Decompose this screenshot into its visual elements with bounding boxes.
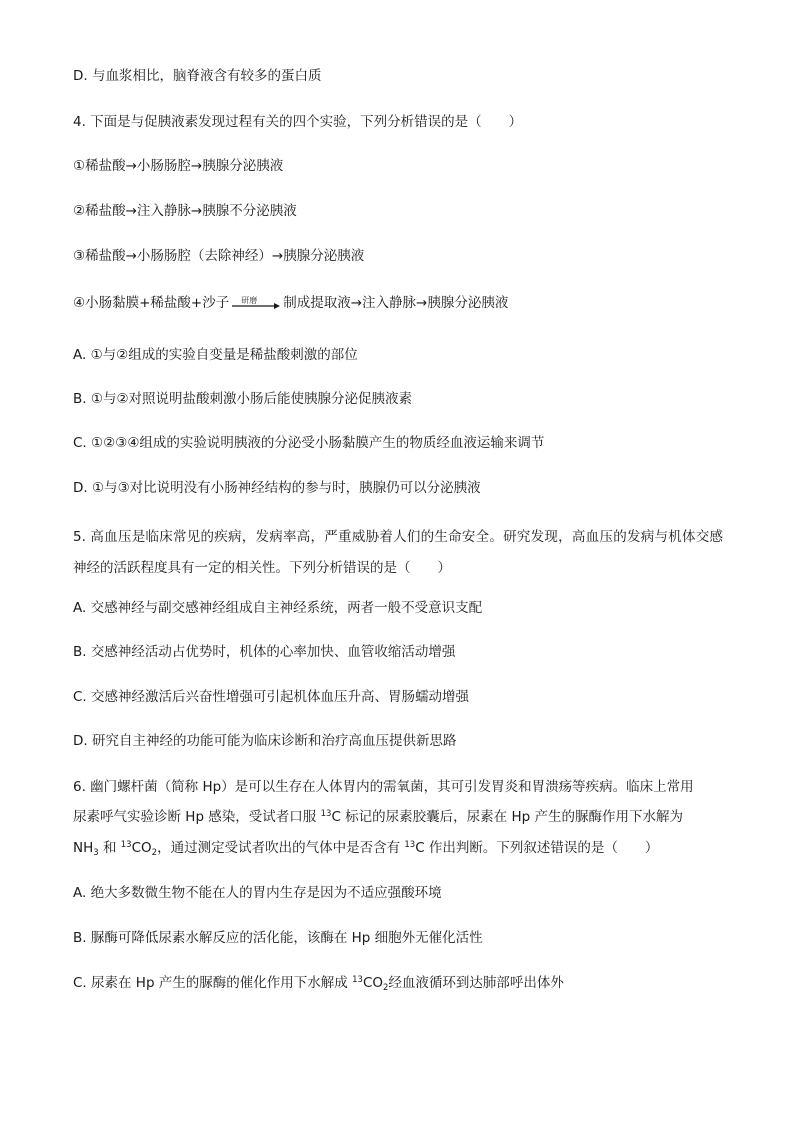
q5-option-c: C. 交感神经激活后兴奋性增强可引起机体血压升高、胃肠蠕动增强 (73, 689, 470, 705)
q4-experiment-3: ③稀盐酸→小肠肠腔（去除神经）→胰腺分泌胰液 (73, 248, 365, 264)
nh3-formula: NH (73, 840, 94, 856)
q5-option-b: B. 交感神经活动占优势时，机体的心率加快、血管收缩活动增强 (73, 644, 456, 660)
right-arrow-icon (231, 302, 281, 310)
q6-option-b: B. 脲酶可降低尿素水解反应的活化能，该酶在 Hp 细胞外无催化活性 (73, 930, 483, 946)
q6-option-a: A. 绝大多数微生物不能在人的胃内生存是因为不适应强酸环境 (73, 885, 442, 901)
q6-line3-text-b: C 作出判断。下列叙述错误的是（ ） (415, 840, 659, 856)
co2-formula: CO (362, 975, 383, 991)
q4-experiment-4-part2: 制成提取液→注入静脉→胰腺分泌胰液 (283, 295, 509, 311)
q4-experiment-4 (73, 293, 508, 313)
grind-arrow (231, 296, 281, 310)
q3-option-d: D. 与血浆相比，脑脊液含有较多的蛋白质 (73, 68, 322, 84)
q6-stem-line-1: 6. 幽门螺杆菌（简称 Hp）是可以生存在人体胃内的需氧菌，其可引发胃炎和胃溃疡等疾病。临床上常用 (73, 779, 694, 795)
q4-experiment-2: ②稀盐酸→注入静脉→胰腺不分泌胰液 (73, 203, 297, 219)
q6-line3-and: 和 (98, 840, 121, 856)
co2-formula: CO (131, 840, 152, 856)
q4-option-c: C. ①②③④组成的实验说明胰液的分泌受小肠黏膜产生的物质经血液运输来调节 (73, 435, 545, 451)
q4-experiment-4-part1: ④小肠黏膜+稀盐酸+沙子 (73, 295, 230, 311)
q6-stem-line-2 (73, 807, 683, 827)
q6-stem-line-3 (73, 838, 658, 858)
isotope-mass-13: 13 (352, 975, 363, 985)
q6-line2-text-a: 尿素呼气实验诊断 Hp 感染，受试者口服 (73, 809, 321, 825)
q4-option-a: A. ①与②组成的实验自变量是稀盐酸刺激的部位 (73, 347, 358, 363)
co2-subscript: 2 (151, 848, 158, 858)
q6-option-c (73, 973, 564, 993)
isotope-mass-13: 13 (404, 840, 416, 850)
q5-stem: 5. 高血压是临床常见的疾病，发病率高，严重威胁着人们的生命安全。研究发现，高血压的发病与机体交感神经的活跃程度具有一定的相关性。下列分析错误的是（ ） (73, 529, 723, 576)
q6-line3-text-a: ，通过测定受试者吹出的气体中是否含有 (157, 840, 405, 856)
isotope-mass-13: 13 (320, 809, 332, 819)
grind-arrow-label: 研磨 (241, 296, 258, 305)
co2-subscript: 2 (383, 983, 389, 993)
q4-option-d: D. ①与③对比说明没有小肠神经结构的参与时，胰腺仍可以分泌胰液 (73, 480, 481, 496)
q4-option-b: B. ①与②对照说明盐酸刺激小肠后能使胰腺分泌促胰液素 (73, 391, 413, 407)
isotope-mass-13: 13 (120, 840, 132, 850)
q6-option-c-text-b: 经血液循环到达肺部呼出体外 (388, 975, 564, 991)
q5-option-d: D. 研究自主神经的功能可能为临床诊断和治疗高血压提供新思路 (73, 733, 457, 749)
q6-line2-text-b: C 标记的尿素胶囊后，尿素在 Hp 产生的脲酶作用下水解为 (331, 809, 683, 825)
q5-option-a: A. 交感神经与副交感神经组成自主神经系统，两者一般不受意识支配 (73, 600, 483, 616)
q6-option-c-text-a: C. 尿素在 Hp 产生的脲酶的催化作用下水解成 (73, 975, 353, 991)
q4-stem: 4. 下面是与促胰液素发现过程有关的四个实验，下列分析错误的是（ ） (73, 114, 523, 130)
nh3-subscript: 3 (93, 848, 99, 858)
q4-experiment-1: ①稀盐酸→小肠肠腔→胰腺分泌胰液 (73, 158, 284, 174)
